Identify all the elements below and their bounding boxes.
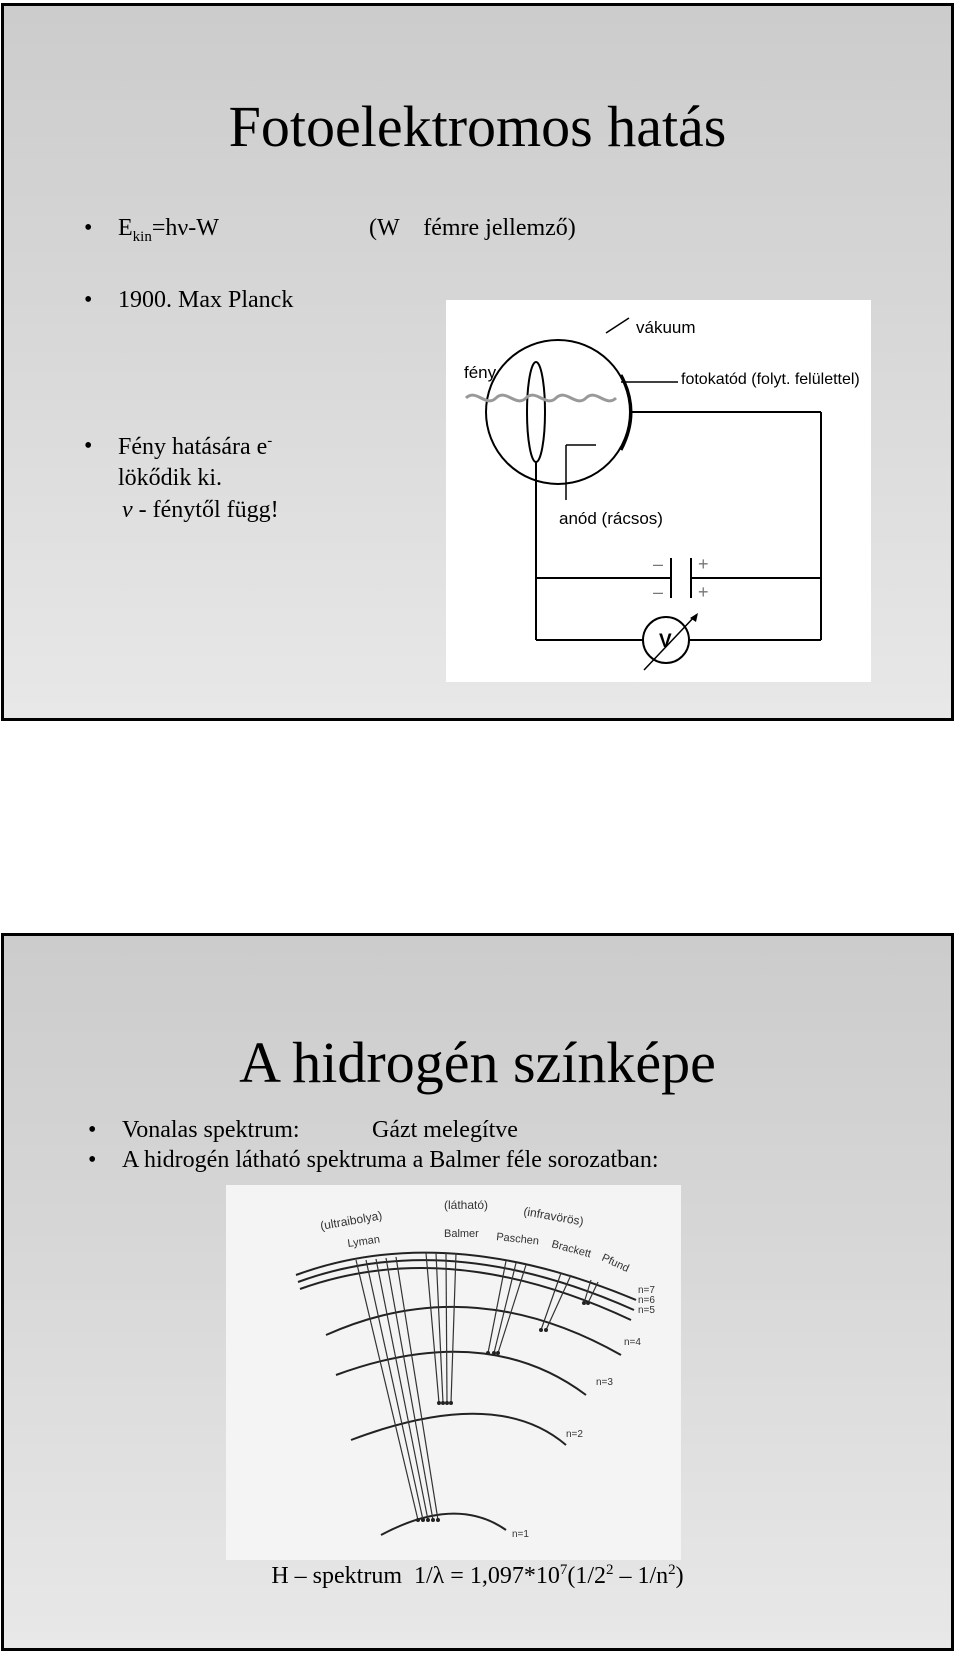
anode-grid xyxy=(527,362,545,462)
bullet-planck xyxy=(84,286,294,315)
transition-arrowhead xyxy=(586,1301,590,1305)
balmer-text: A hidrogén látható spektruma a Balmer féle sorozatban: xyxy=(122,1147,659,1173)
energy-formula: =hν-W xyxy=(151,215,219,241)
light-effect-line3 xyxy=(122,496,279,525)
line-spectrum-label: Vonalas spektrum: xyxy=(122,1117,300,1143)
transition-arrowhead xyxy=(441,1401,445,1405)
transition-arrowhead xyxy=(436,1518,440,1522)
formula-mid-2: – 1/n xyxy=(613,1563,669,1589)
energy-level-label: n=3 xyxy=(596,1377,613,1388)
transition-arrowhead xyxy=(539,1328,543,1332)
label-paschen: Paschen xyxy=(495,1231,540,1248)
heated-gas-text: Gázt melegítve xyxy=(372,1117,518,1143)
bullet-dot: • xyxy=(88,1147,97,1173)
work-function-note: (W fémre jellemző) xyxy=(369,215,576,241)
transition-arrow xyxy=(541,1273,561,1330)
light-effect-text: - fénytől függ! xyxy=(132,497,279,523)
slide-title: A hidrogén színképe xyxy=(239,1030,716,1095)
transition-arrowhead xyxy=(582,1301,586,1305)
label-vakuum: vákuum xyxy=(636,318,696,337)
nu-symbol: ν xyxy=(122,497,133,523)
transition-arrow xyxy=(366,1260,423,1520)
transition-arrowhead xyxy=(544,1328,548,1332)
formula-exponent-2: 2 xyxy=(606,1562,614,1578)
transition-arrowhead xyxy=(421,1518,425,1522)
electron-superscript: - xyxy=(267,433,273,449)
bullet-dot: • xyxy=(84,287,93,313)
label-feny: fény xyxy=(464,363,497,382)
formula-suffix: ) xyxy=(675,1563,684,1589)
energy-level-label: n=5 xyxy=(638,1305,655,1316)
label-lathato: (látható) xyxy=(444,1198,489,1212)
label-minus-top: – xyxy=(653,554,664,574)
vacuum-pointer xyxy=(606,318,629,333)
light-effect-line1: Fény hatására e xyxy=(118,434,268,460)
bullet-dot: • xyxy=(84,433,93,459)
label-plus-bottom: + xyxy=(698,582,709,602)
formula-prefix: H – spektrum 1/λ = 1,097*10 xyxy=(271,1563,560,1589)
label-infravoros: (infravörös) xyxy=(522,1204,585,1229)
bullet-dot: • xyxy=(88,1117,97,1143)
slide-photoelectric xyxy=(1,3,954,721)
transition-arrow xyxy=(356,1260,418,1520)
bullet-light-effect xyxy=(84,432,273,462)
transition-arrowhead xyxy=(437,1401,441,1405)
label-brackett: Brackett xyxy=(550,1238,593,1261)
photocell-circuit-svg xyxy=(446,300,871,682)
label-pfund: Pfund xyxy=(599,1251,631,1275)
transition-arrow xyxy=(446,1253,447,1403)
transition-arrowhead xyxy=(492,1351,496,1355)
transition-arrowhead xyxy=(449,1401,453,1405)
energy-level-label: n=7 xyxy=(638,1285,655,1296)
label-voltmeter: V xyxy=(659,631,672,652)
bullet-balmer xyxy=(88,1146,659,1175)
transition-arrowhead xyxy=(431,1518,435,1522)
label-lyman: Lyman xyxy=(346,1233,381,1250)
formula-exponent: 7 xyxy=(559,1562,568,1578)
energy-level-arc xyxy=(351,1414,566,1445)
transition-arrow xyxy=(451,1253,456,1403)
energy-level-label: n=2 xyxy=(566,1429,583,1440)
energy-subscript: kin xyxy=(132,228,152,245)
bullet-dot: • xyxy=(84,215,93,241)
energy-level-label: n=6 xyxy=(638,1295,655,1306)
energy-level-label: n=1 xyxy=(512,1529,529,1540)
transition-arrowhead xyxy=(445,1401,449,1405)
transition-arrowhead xyxy=(426,1518,430,1522)
slide-title: Fotoelektromos hatás xyxy=(228,94,727,159)
energy-level-arc xyxy=(336,1352,586,1395)
planck-text: 1900. Max Planck xyxy=(118,287,294,313)
bullet-kinetic-energy xyxy=(84,214,219,246)
energy-level-arc xyxy=(381,1514,506,1535)
energy-level-arc xyxy=(300,1268,631,1320)
energy-level-label: n=4 xyxy=(624,1337,641,1348)
energy-level-diagram xyxy=(226,1185,681,1560)
label-minus-bottom: – xyxy=(653,582,664,602)
formula-exponent-3: 2 xyxy=(668,1562,676,1578)
light-effect-line2: lökődik ki. xyxy=(118,465,223,491)
label-fotokatod: fotokatód (folyt. felülettel) xyxy=(681,371,860,388)
rydberg-formula xyxy=(4,1562,951,1590)
label-plus-top: + xyxy=(698,554,709,574)
transition-arrow xyxy=(386,1258,433,1520)
label-ultraibolya: (ultraibolya) xyxy=(319,1208,384,1233)
label-balmer: Balmer xyxy=(444,1228,479,1240)
bullet-line-spectrum xyxy=(88,1116,300,1145)
transition-arrowhead xyxy=(416,1518,420,1522)
transition-arrowhead xyxy=(496,1351,500,1355)
energy-symbol: E xyxy=(118,215,133,241)
vacuum-tube xyxy=(486,340,630,484)
label-anod: anód (rácsos) xyxy=(559,509,663,528)
transition-arrow xyxy=(546,1275,571,1330)
photocell-diagram xyxy=(446,300,871,682)
energy-level-arc xyxy=(326,1307,621,1355)
transition-arrowhead xyxy=(486,1351,490,1355)
energy-levels-svg xyxy=(226,1185,681,1560)
formula-mid: (1/2 xyxy=(567,1563,606,1589)
photocathode xyxy=(621,375,631,450)
slide-hydrogen-spectrum xyxy=(1,933,954,1651)
